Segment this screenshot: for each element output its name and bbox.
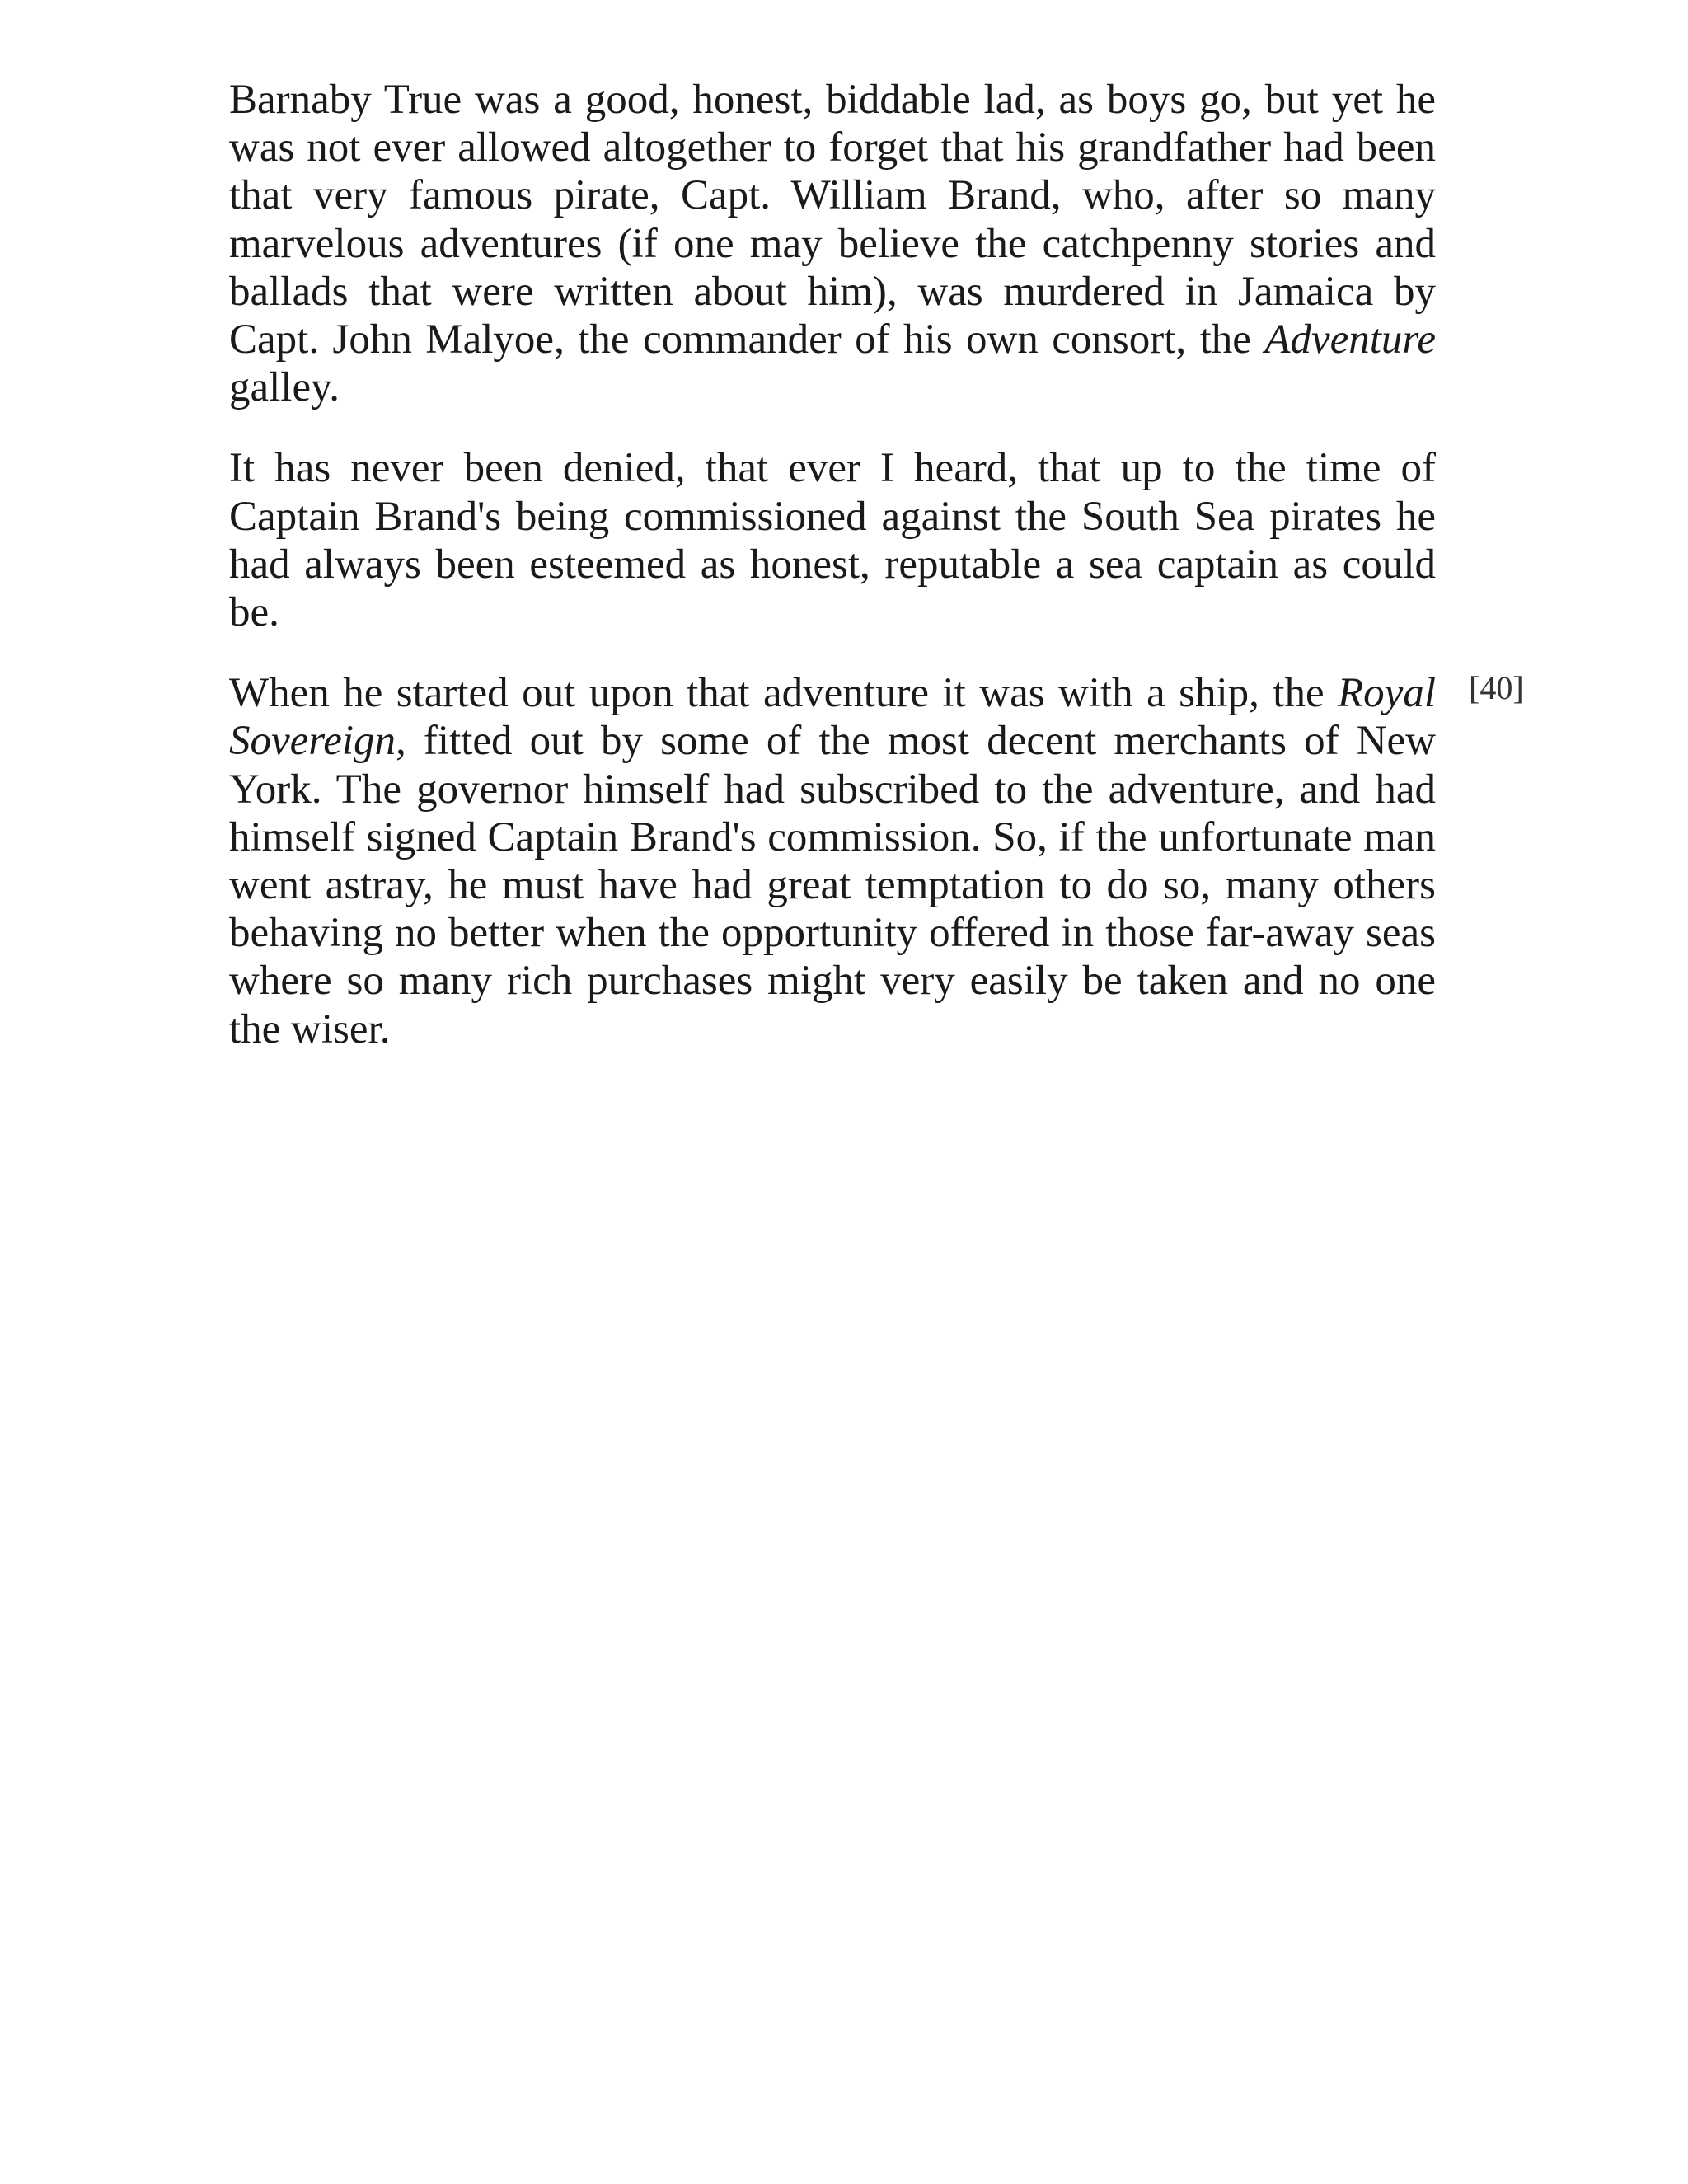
- paragraph-3-text-end: , fitted out by some of the most decent merchants of New York. The governor himself had subscribed to the adventure, and had himself signed Captain Brand's commission. So, if the unfortunate man went astray, he must have had great temptation to do so, many others behaving no better when the opportunity offered in those far-away seas where so many rich purchases might very easily be taken and no one the wiser.: [229, 718, 1436, 1052]
- paragraph-1: [229, 76, 1436, 411]
- text-column: [229, 76, 1436, 1086]
- ship-name-adventure: Adventure: [1264, 316, 1436, 363]
- paragraph-3-text: When he started out upon that adventure it was with a ship, the: [229, 670, 1339, 717]
- paragraph-3: [229, 669, 1436, 1053]
- paragraph-1-text-end: galley.: [229, 364, 340, 411]
- paragraph-2: [229, 444, 1436, 636]
- page-number-marker: [40]: [1469, 669, 1524, 706]
- paragraph-2-text: It has never been denied, that ever I heard, that up to the time of Captain Brand's being commissioned against the South Sea pirates he had always been esteemed as honest, reputable a sea captain as could be.: [229, 445, 1436, 636]
- paragraph-1-text: Barnaby True was a good, honest, biddable lad, as boys go, but yet he was not ever allowed altogether to forget that his grandfather had been that very famous pirate, Capt. William Brand, who, after so many marvelous adventures (if one may believe the catchpenny stories and ballads that were written about him), was murdered in Jamaica by Capt. John Malyoe, the commander of his own consort, the: [229, 77, 1436, 363]
- ship-name-royal-sovereign: Royal Sovereign: [229, 670, 1436, 765]
